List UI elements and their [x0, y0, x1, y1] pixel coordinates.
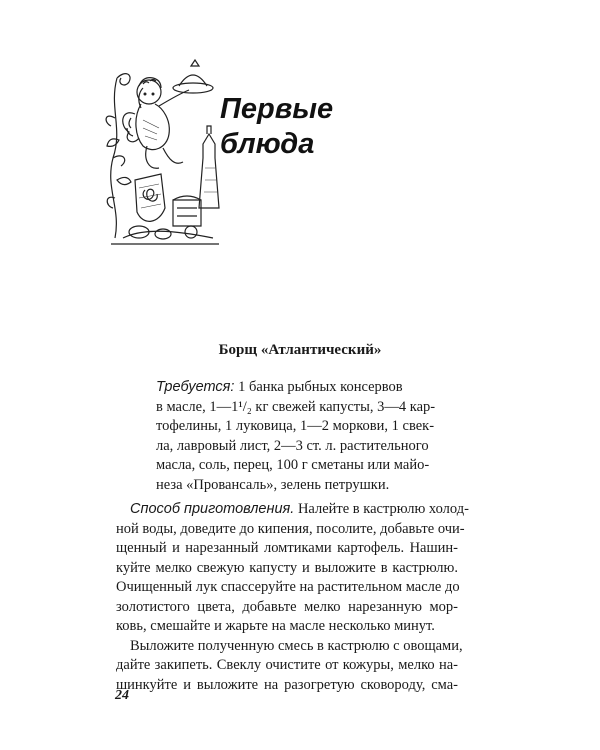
- method-line: [116, 500, 469, 520]
- chapter-title-line1: Первые: [220, 93, 334, 125]
- chapter-title: [220, 92, 333, 162]
- method-line: Выложите полученную смесь в кастрюлю с овощами,: [130, 637, 463, 654]
- cherub-vignette-illustration: [103, 48, 223, 248]
- method-line: золотистого цвета, добавьте мелко нарезанную мор-: [116, 598, 458, 615]
- ingredients-line: в масле, 1—1¹/₂ кг свежей капусты, 3—4 кар-: [156, 398, 436, 415]
- method-line: дайте закипеть. Свеклу очистите от кожуры, мелко на-: [116, 657, 458, 673]
- ingredients-line: тофелины, 1 луковица, 1—2 моркови, 1 свек-: [156, 418, 435, 434]
- ingredients-paragraph: [156, 378, 456, 495]
- method-line: ной воды, доведите до кипения, посолите, добавьте очи-: [116, 520, 465, 537]
- method-line: шинкуйте и выложите на разогретую сковороду, сма-: [116, 676, 458, 693]
- method-line: щенный и нарезанный ломтиками картофель. Нашин-: [116, 540, 458, 556]
- ingredients-text: 1 банка рыбных консервов: [234, 379, 403, 395]
- method-label: Способ приготовления.: [130, 501, 295, 517]
- ingredients-line: масла, соль, перец, 100 г сметаны или майо-: [156, 457, 430, 473]
- ingredients-line: неза «Провансаль», зелень петрушки.: [156, 476, 390, 493]
- method-line: ковь, смешайте и жарьте на масле несколько минут.: [116, 618, 435, 634]
- method-line: куйте мелко свежую капусту и выложите в кастрюлю.: [116, 559, 458, 576]
- ingredients-label: Требуется:: [156, 379, 235, 395]
- method-line: Очищенный лук спассеруйте на растительном масле до: [116, 579, 460, 595]
- method-text: [116, 500, 469, 695]
- page-number: 24: [115, 688, 129, 703]
- ingredients-line: [156, 378, 456, 398]
- chapter-title-line2: блюда: [220, 128, 315, 160]
- method-text-span: Налейте в кастрюлю холод-: [294, 501, 469, 517]
- recipe-title: Борщ «Атлантический»: [218, 342, 382, 358]
- ingredients-line: ла, лавровый лист, 2—3 ст. л. растительного: [156, 437, 429, 454]
